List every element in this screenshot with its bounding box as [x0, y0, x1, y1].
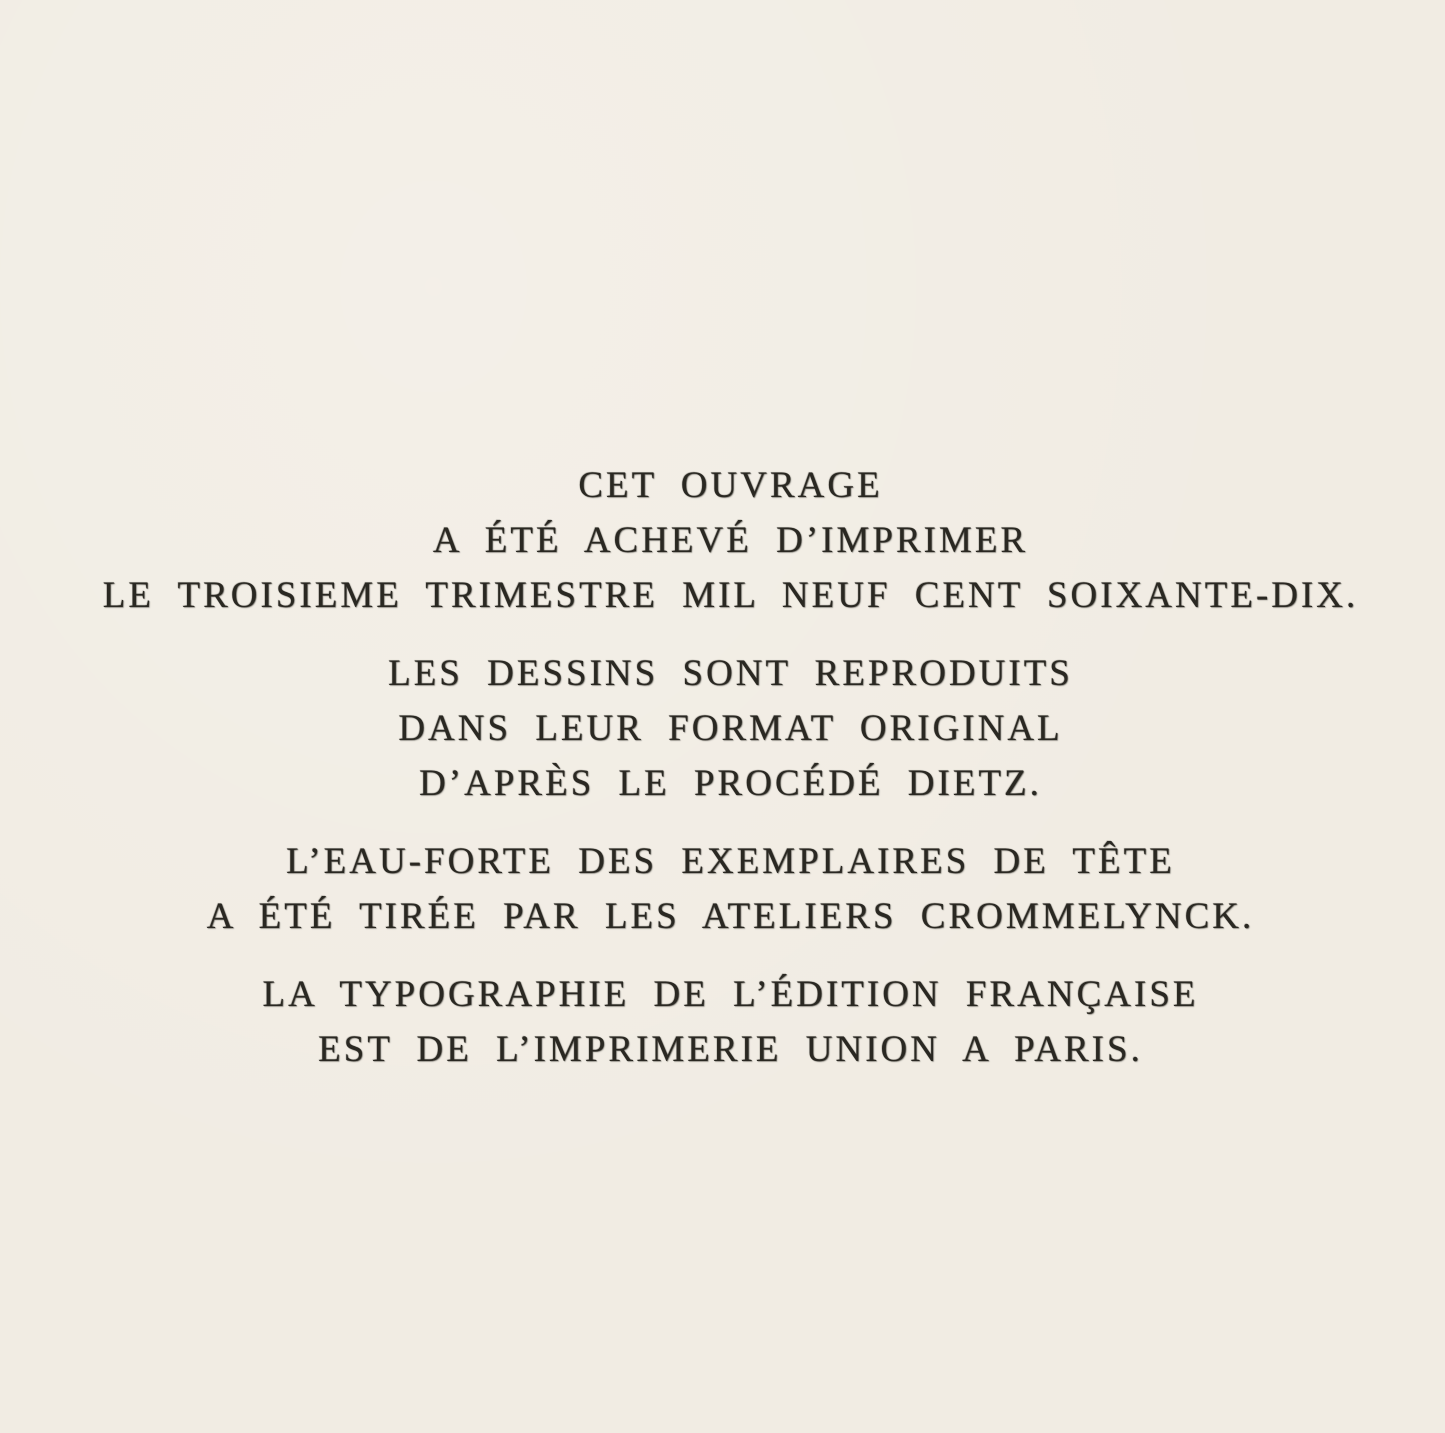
colophon-line: LE TROISIEME TRIMESTRE MIL NEUF CENT SOIXANTE-DIX.	[102, 575, 1359, 616]
colophon-paragraph-etching	[16, 834, 1445, 944]
colophon-line: LA TYPOGRAPHIE DE L’ÉDITION FRANÇAISE	[262, 974, 1199, 1015]
colophon-line: D’APRÈS LE PROCÉDÉ DIETZ.	[419, 763, 1042, 804]
colophon-line: A ÉTÉ TIRÉE PAR LES ATELIERS CROMMELYNCK.	[206, 896, 1255, 937]
colophon-paragraph-drawings	[16, 646, 1445, 811]
colophon-paragraph-printing	[16, 458, 1445, 623]
colophon-line: A ÉTÉ ACHEVÉ D’IMPRIMER	[432, 520, 1029, 561]
colophon-line: EST DE L’IMPRIMERIE UNION A PARIS.	[318, 1029, 1143, 1070]
colophon-paragraph-typography	[16, 967, 1445, 1077]
colophon-line: LES DESSINS SONT REPRODUITS	[388, 653, 1073, 694]
colophon-line: DANS LEUR FORMAT ORIGINAL	[398, 708, 1063, 749]
colophon-line: L’EAU-FORTE DES EXEMPLAIRES DE TÊTE	[286, 841, 1175, 882]
colophon-line: CET OUVRAGE	[578, 465, 883, 506]
